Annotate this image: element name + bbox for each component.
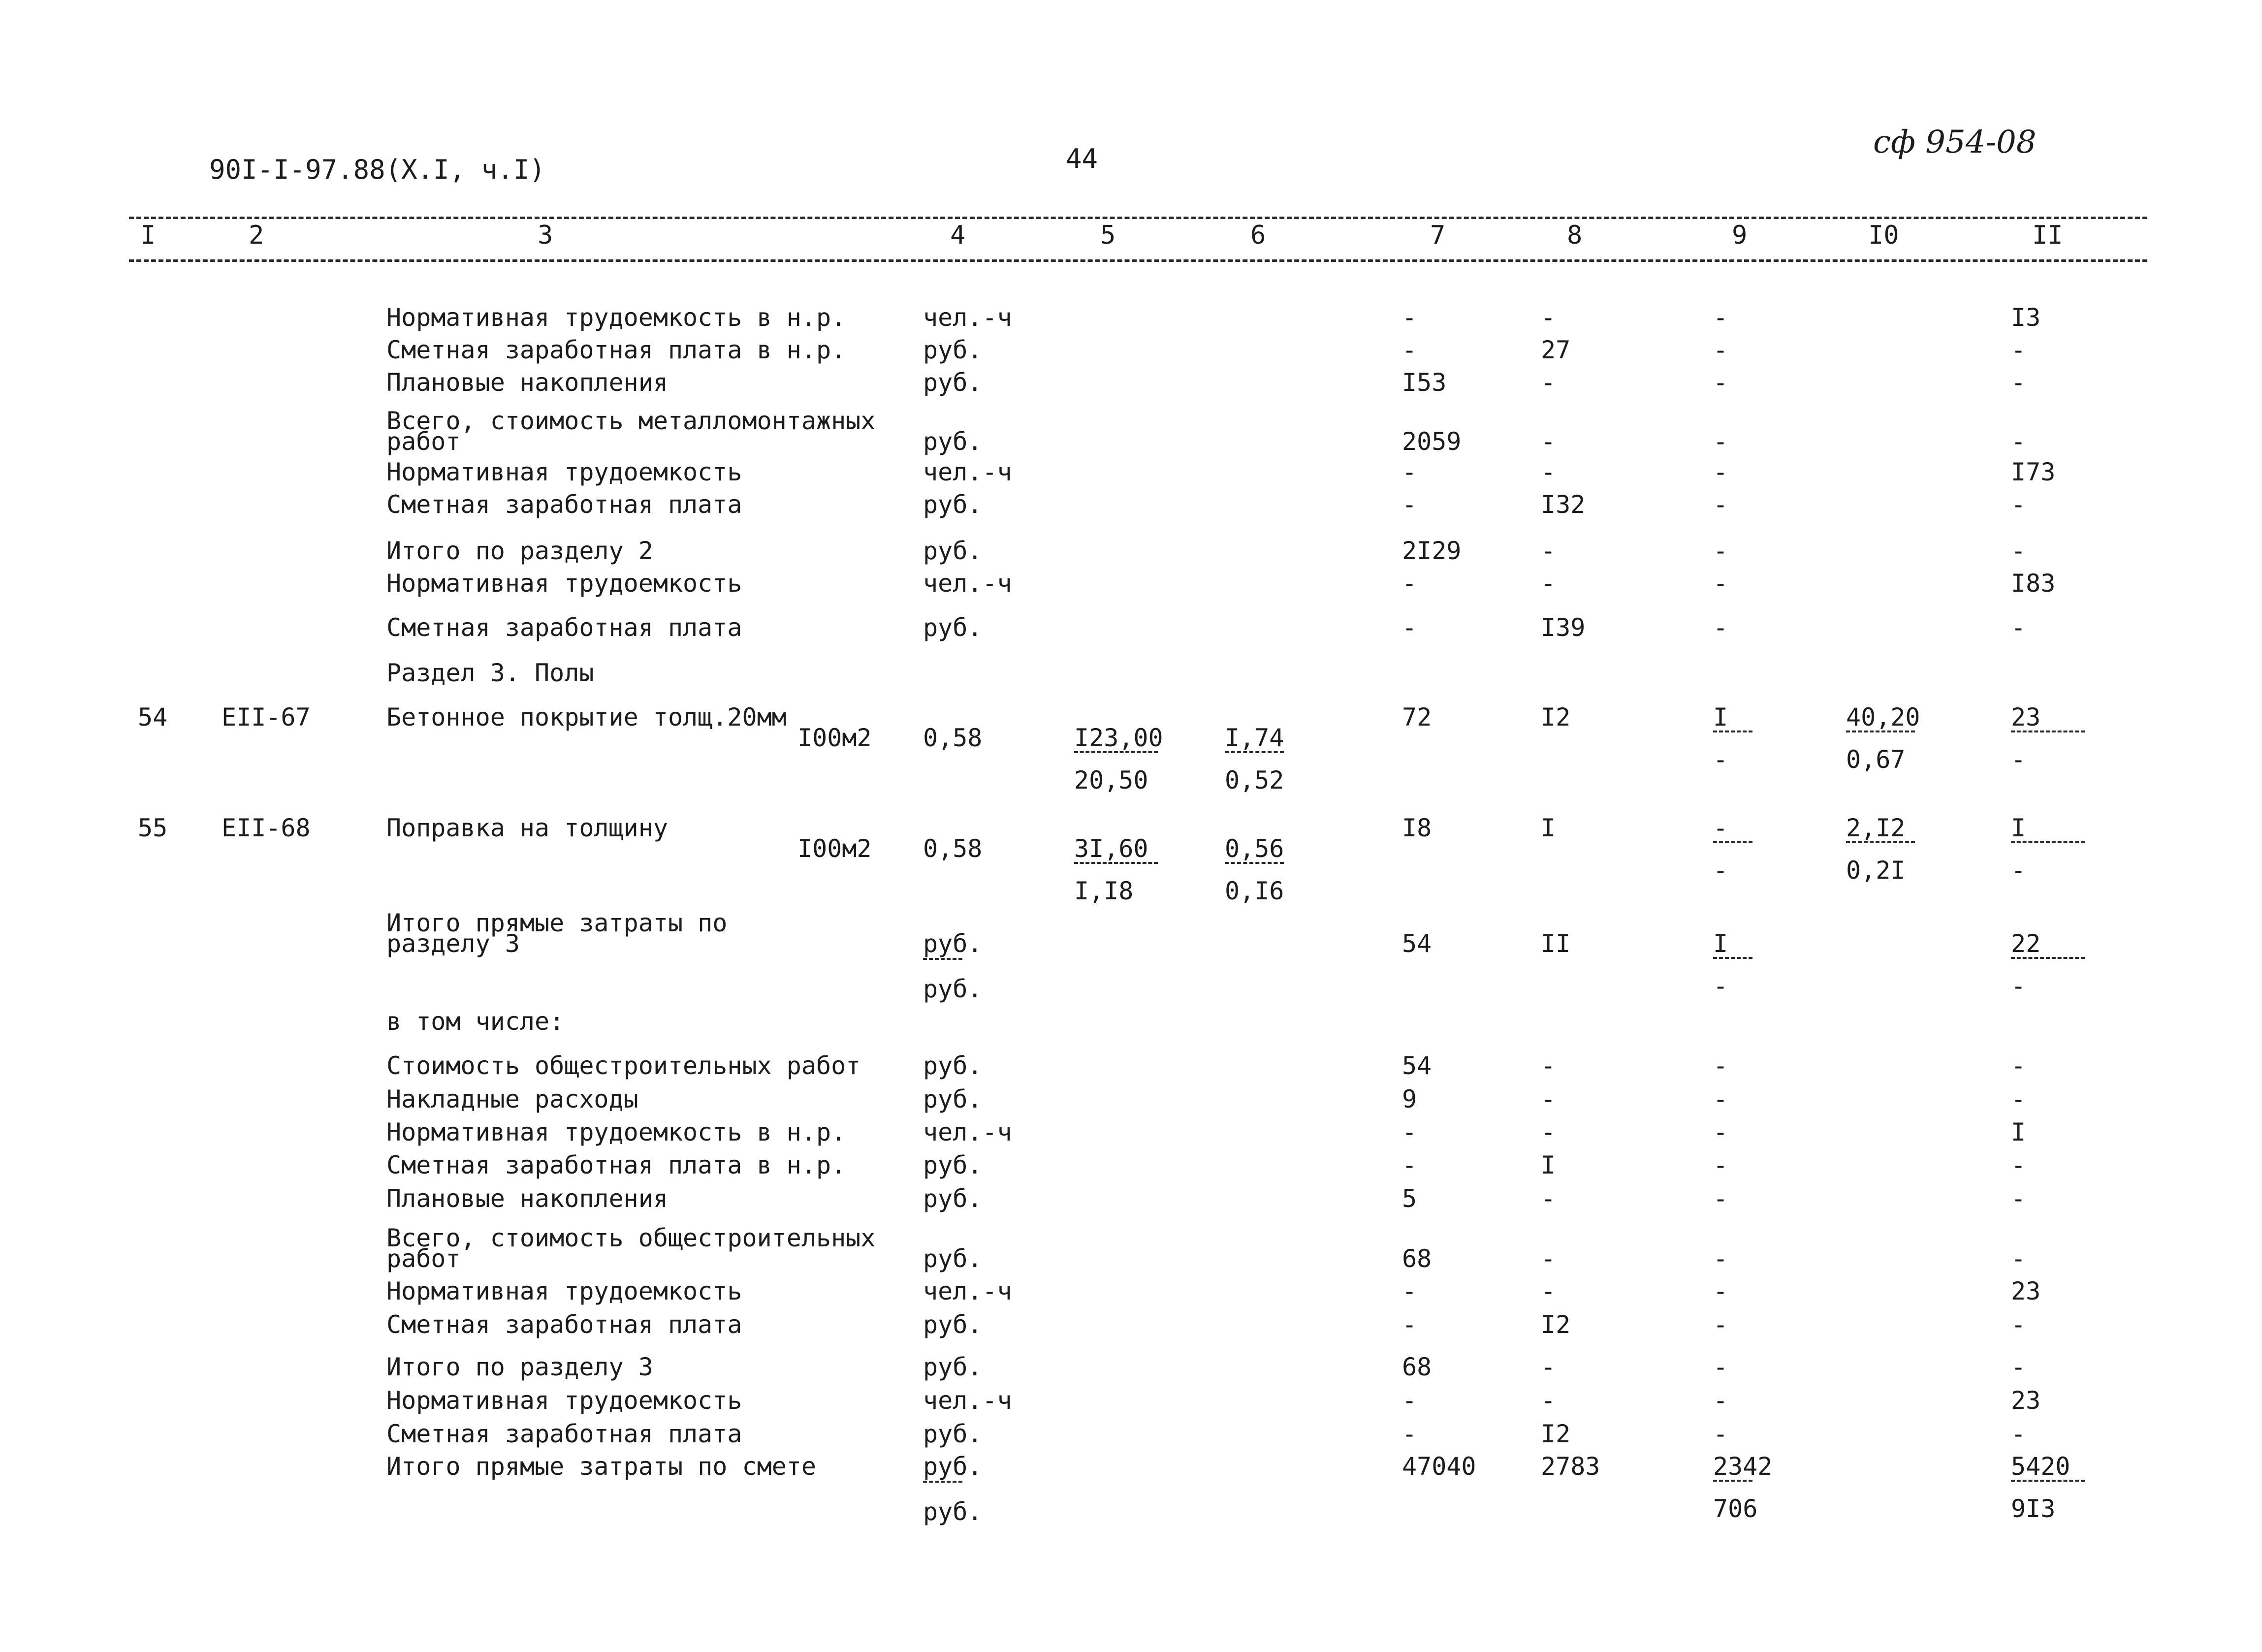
- unit: чел.-ч: [923, 1386, 1012, 1415]
- row-number: 54: [138, 703, 168, 731]
- cell-col8: 2783: [1541, 1452, 1600, 1481]
- cell-col8: -: [1541, 458, 1556, 486]
- fraction-bar: [1846, 841, 1915, 843]
- cell-col10: 40,20: [1846, 703, 1920, 731]
- cell-col7: -: [1402, 490, 1417, 519]
- column-number: 9: [1732, 221, 1748, 250]
- cell-col8: -: [1541, 303, 1556, 332]
- row-name: Сметная заработная плата в н.р.: [386, 1151, 846, 1179]
- cell-col9: -: [1713, 569, 1728, 598]
- row-name: Всего, стоимость общестроительных: [386, 1224, 876, 1252]
- cell-col6-secondary: 0,52: [1225, 766, 1284, 794]
- cell-col9: -: [1713, 1386, 1728, 1415]
- row-name: Накладные расходы: [386, 1085, 638, 1113]
- column-number: 8: [1567, 221, 1583, 250]
- cell-col9: -: [1713, 368, 1728, 397]
- cell-col7: 9: [1402, 1085, 1417, 1113]
- cell-col7: -: [1402, 336, 1417, 364]
- cell-col11: I3: [2011, 303, 2041, 332]
- cell-col9: -: [1713, 427, 1728, 456]
- cell-col7: -: [1402, 1420, 1417, 1448]
- cell-col11: -: [2011, 336, 2026, 364]
- cell-col9: -: [1713, 814, 1728, 842]
- row-name: Плановые накопления: [386, 1184, 668, 1213]
- cell-col5-secondary: I,I8: [1074, 877, 1134, 905]
- cell-col9: -: [1713, 1184, 1728, 1213]
- unit: чел.-ч: [923, 1277, 1012, 1305]
- row-name: Сметная заработная плата: [386, 490, 742, 519]
- row-name: Нормативная трудоемкость: [386, 569, 742, 598]
- handwritten-stamp: сф 954-08: [1873, 124, 2037, 160]
- cell-col8: -: [1541, 427, 1556, 456]
- fraction-bar: [2011, 731, 2085, 732]
- cell-col7: I8: [1402, 814, 1432, 842]
- unit: руб.: [923, 427, 983, 456]
- cell-col7: 54: [1402, 1051, 1432, 1080]
- cell-col9: -: [1713, 1244, 1728, 1273]
- cell-col6-secondary: 0,I6: [1225, 877, 1284, 905]
- cell-col11: -: [2011, 490, 2026, 519]
- row-name: Сметная заработная плата: [386, 1420, 742, 1448]
- measure-unit: I00м2: [797, 834, 872, 863]
- cell-col11: -: [2011, 537, 2026, 565]
- row-number: 55: [138, 814, 168, 842]
- cell-col9: -: [1713, 303, 1728, 332]
- unit: руб.: [923, 1420, 983, 1448]
- price-code: EII-67: [222, 703, 311, 731]
- cell-col8: -: [1541, 569, 1556, 598]
- cell-col9: -: [1713, 1151, 1728, 1179]
- row-name-continued: разделу 3: [386, 929, 520, 958]
- price-code: EII-68: [222, 814, 311, 842]
- row-name: Итого по разделу 2: [386, 537, 653, 565]
- quantity: 0,58: [923, 834, 983, 863]
- unit-separator: [923, 958, 962, 960]
- fraction-bar: [1713, 957, 1752, 959]
- fraction-bar: [1713, 841, 1752, 843]
- row-name-continued: работ: [386, 427, 461, 456]
- cell-col10-secondary: 0,67: [1846, 745, 1906, 774]
- row-name: Нормативная трудоемкость в н.р.: [386, 303, 846, 332]
- cell-col11: I83: [2011, 569, 2056, 598]
- cell-col9-secondary: -: [1713, 745, 1728, 774]
- cell-col7: -: [1402, 1277, 1417, 1305]
- cell-col8: -: [1541, 537, 1556, 565]
- cell-col7: -: [1402, 1118, 1417, 1146]
- fraction-bar: [1225, 862, 1284, 864]
- row-name: Сметная заработная плата: [386, 613, 742, 642]
- column-number: 2: [249, 221, 264, 250]
- column-number: 4: [950, 221, 966, 250]
- cell-col9: -: [1713, 336, 1728, 364]
- cell-col11-secondary: -: [2011, 745, 2026, 774]
- cell-col10-secondary: 0,2I: [1846, 856, 1906, 885]
- cell-col8: -: [1541, 1085, 1556, 1113]
- row-name: Раздел 3. Полы: [386, 659, 594, 687]
- unit-separator: [923, 1481, 962, 1483]
- unit-secondary: руб.: [923, 975, 983, 1003]
- cell-col11-secondary: -: [2011, 972, 2026, 1000]
- cell-col8: -: [1541, 1277, 1556, 1305]
- row-name: Нормативная трудоемкость в н.р.: [386, 1118, 846, 1146]
- row-name: Нормативная трудоемкость: [386, 458, 742, 486]
- cell-col11: -: [2011, 1184, 2026, 1213]
- cell-col7: 68: [1402, 1244, 1432, 1273]
- cell-col11: 22: [2011, 929, 2041, 958]
- fraction-bar: [2011, 1480, 2085, 1482]
- cell-col8: II: [1541, 929, 1571, 958]
- fraction-bar: [1074, 862, 1158, 864]
- cell-col8: -: [1541, 368, 1556, 397]
- cell-col9: -: [1713, 1277, 1728, 1305]
- fraction-bar: [2011, 841, 2085, 843]
- cell-col9: -: [1713, 1118, 1728, 1146]
- cell-col8: I39: [1541, 613, 1586, 642]
- row-name: в том числе:: [386, 1007, 565, 1036]
- cell-col7: 72: [1402, 703, 1432, 731]
- cell-col11: 5420: [2011, 1452, 2071, 1481]
- cell-col9: -: [1713, 1353, 1728, 1381]
- unit: чел.-ч: [923, 303, 1012, 332]
- row-name: Стоимость общестроительных работ: [386, 1051, 861, 1080]
- row-name-continued: работ: [386, 1244, 461, 1273]
- cell-col8: I32: [1541, 490, 1586, 519]
- cell-col8: -: [1541, 1244, 1556, 1273]
- cell-col7: 2I29: [1402, 537, 1462, 565]
- cell-col8: I: [1541, 1151, 1556, 1179]
- cell-col7: -: [1402, 613, 1417, 642]
- cell-col7: I53: [1402, 368, 1447, 397]
- row-name: Бетонное покрытие толщ.20мм: [386, 703, 787, 731]
- unit: руб.: [923, 1310, 983, 1339]
- cell-col11: I: [2011, 814, 2026, 842]
- cell-col9-secondary: 706: [1713, 1494, 1758, 1523]
- cell-col5: I23,00: [1074, 724, 1163, 752]
- cell-col11: -: [2011, 1310, 2026, 1339]
- header-divider-bottom: [129, 259, 2147, 262]
- cell-col11-secondary: 9I3: [2011, 1494, 2056, 1523]
- document-code: 90I-I-97.88(X.I, ч.I): [209, 154, 545, 185]
- cell-col8: 27: [1541, 336, 1571, 364]
- unit: руб.: [923, 1085, 983, 1113]
- fraction-bar: [1713, 731, 1752, 732]
- fraction-bar: [1713, 1480, 1752, 1482]
- row-name: Сметная заработная плата: [386, 1310, 742, 1339]
- cell-col10: 2,I2: [1846, 814, 1906, 842]
- cell-col6: 0,56: [1225, 834, 1284, 863]
- cell-col5-secondary: 20,50: [1074, 766, 1148, 794]
- fraction-bar: [1225, 751, 1284, 753]
- cell-col11: -: [2011, 1051, 2026, 1080]
- row-name: Плановые накопления: [386, 368, 668, 397]
- unit: руб.: [923, 1184, 983, 1213]
- unit: чел.-ч: [923, 1118, 1012, 1146]
- cell-col11: -: [2011, 1353, 2026, 1381]
- cell-col8: -: [1541, 1051, 1556, 1080]
- cell-col11: -: [2011, 427, 2026, 456]
- measure-unit: I00м2: [797, 724, 872, 752]
- cell-col9-secondary: -: [1713, 972, 1728, 1000]
- cell-col11: I: [2011, 1118, 2026, 1146]
- cell-col8: I2: [1541, 1310, 1571, 1339]
- cell-col9: -: [1713, 1310, 1728, 1339]
- page-number: 44: [1066, 143, 1098, 174]
- unit: чел.-ч: [923, 569, 1012, 598]
- column-number: 7: [1430, 221, 1446, 250]
- cell-col8: -: [1541, 1184, 1556, 1213]
- cell-col11: -: [2011, 1085, 2026, 1113]
- column-number: II: [2032, 221, 2063, 250]
- cell-col7: 47040: [1402, 1452, 1476, 1481]
- cell-col7: -: [1402, 458, 1417, 486]
- unit: руб.: [923, 613, 983, 642]
- unit: руб.: [923, 537, 983, 565]
- cell-col11: -: [2011, 1151, 2026, 1179]
- cell-col11: 23: [2011, 703, 2041, 731]
- cell-col9-secondary: -: [1713, 856, 1728, 885]
- row-name: Итого прямые затраты по: [386, 909, 728, 937]
- cell-col7: -: [1402, 303, 1417, 332]
- unit: руб.: [923, 368, 983, 397]
- cell-col8: -: [1541, 1118, 1556, 1146]
- unit: руб.: [923, 1353, 983, 1381]
- column-number: 3: [538, 221, 553, 250]
- cell-col7: -: [1402, 569, 1417, 598]
- cell-col7: 54: [1402, 929, 1432, 958]
- cell-col9: -: [1713, 1085, 1728, 1113]
- cell-col9: -: [1713, 458, 1728, 486]
- cell-col8: -: [1541, 1353, 1556, 1381]
- cell-col11: -: [2011, 1420, 2026, 1448]
- row-name: Нормативная трудоемкость: [386, 1386, 742, 1415]
- cell-col6: I,74: [1225, 724, 1284, 752]
- unit: руб.: [923, 1244, 983, 1273]
- cell-col11: -: [2011, 613, 2026, 642]
- cell-col11: -: [2011, 1244, 2026, 1273]
- fraction-bar: [1074, 751, 1158, 753]
- row-name: Итого прямые затраты по смете: [386, 1452, 816, 1481]
- cell-col11-secondary: -: [2011, 856, 2026, 885]
- unit: руб.: [923, 336, 983, 364]
- row-name: Сметная заработная плата в н.р.: [386, 336, 846, 364]
- cell-col9: -: [1713, 490, 1728, 519]
- column-number: I: [140, 221, 156, 250]
- cell-col7: 5: [1402, 1184, 1417, 1213]
- unit: чел.-ч: [923, 458, 1012, 486]
- row-name: Поправка на толщину: [386, 814, 668, 842]
- cell-col8: -: [1541, 1386, 1556, 1415]
- unit-secondary: руб.: [923, 1497, 983, 1526]
- cell-col8: I2: [1541, 1420, 1571, 1448]
- unit: руб.: [923, 490, 983, 519]
- fraction-bar: [1846, 731, 1915, 732]
- cell-col7: 2059: [1402, 427, 1462, 456]
- header-divider-top: [129, 217, 2147, 219]
- cell-col9: I: [1713, 929, 1728, 958]
- cell-col9: -: [1713, 537, 1728, 565]
- quantity: 0,58: [923, 724, 983, 752]
- column-number: 6: [1250, 221, 1266, 250]
- unit: руб.: [923, 1452, 983, 1481]
- cell-col9: 2342: [1713, 1452, 1773, 1481]
- cell-col8: I2: [1541, 703, 1571, 731]
- cell-col9: I: [1713, 703, 1728, 731]
- cell-col7: -: [1402, 1386, 1417, 1415]
- cell-col11: -: [2011, 368, 2026, 397]
- row-name: Итого по разделу 3: [386, 1353, 653, 1381]
- cell-col7: -: [1402, 1310, 1417, 1339]
- fraction-bar: [2011, 957, 2085, 959]
- cell-col7: -: [1402, 1151, 1417, 1179]
- row-name: Всего, стоимость металломонтажных: [386, 407, 876, 435]
- cell-col9: -: [1713, 613, 1728, 642]
- unit: руб.: [923, 1051, 983, 1080]
- column-number: I0: [1868, 221, 1899, 250]
- cell-col7: 68: [1402, 1353, 1432, 1381]
- column-number: 5: [1100, 221, 1116, 250]
- cell-col11: 23: [2011, 1277, 2041, 1305]
- unit: руб.: [923, 1151, 983, 1179]
- cell-col5: 3I,60: [1074, 834, 1148, 863]
- cell-col9: -: [1713, 1051, 1728, 1080]
- cell-col11: 23: [2011, 1386, 2041, 1415]
- unit: руб.: [923, 929, 983, 958]
- row-name: Нормативная трудоемкость: [386, 1277, 742, 1305]
- cell-col11: I73: [2011, 458, 2056, 486]
- cell-col8: I: [1541, 814, 1556, 842]
- cell-col9: -: [1713, 1420, 1728, 1448]
